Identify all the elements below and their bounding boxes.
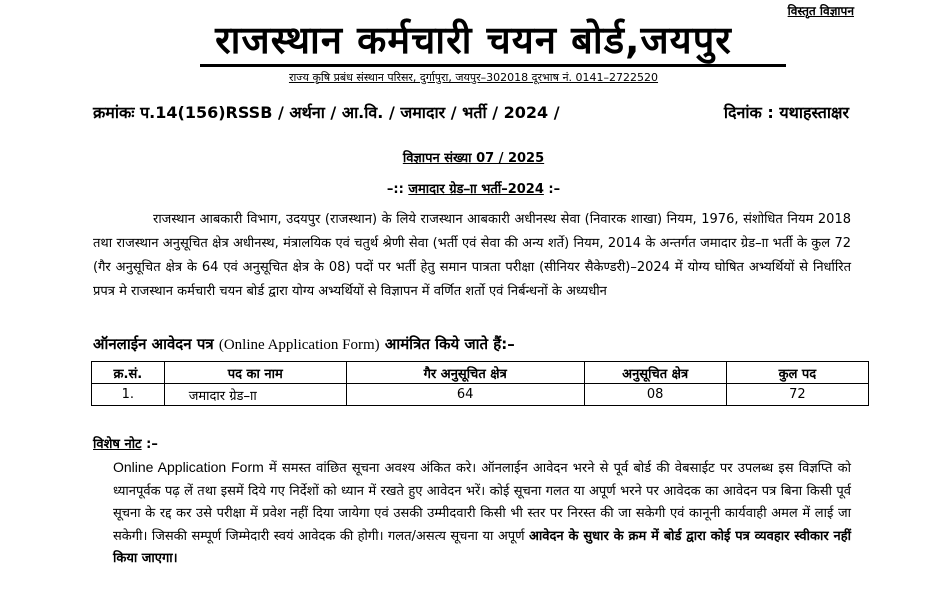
organization-title: राजस्थान कर्मचारी चयन बोर्ड,जयपुर (215, 18, 732, 62)
posts-table (91, 361, 869, 406)
cell-scheduled-area: 08 (584, 384, 726, 406)
reference-number: क्रमांकः प.14(156)RSSB / अर्थना / आ.वि. / जमादार / भर्ती / 2024 / (93, 103, 560, 122)
header-post-name: पद का नाम (164, 362, 346, 384)
advertisement-number: विज्ञापन संख्या 07 / 2025 (402, 151, 545, 166)
cell-serial: 1. (92, 384, 165, 406)
advertisement-type-label: विस्तृत विज्ञापन (787, 4, 854, 18)
advertisement-subject (0, 181, 947, 199)
cell-total-posts: 72 (726, 384, 868, 406)
cell-non-scheduled-area: 64 (346, 384, 584, 406)
organization-address (0, 71, 947, 85)
header-serial: क्र.सं. (92, 362, 165, 384)
special-note-body (113, 456, 851, 571)
special-note-heading-text: विशेष नोट (93, 437, 142, 452)
cell-post-name: जमादार ग्रेड–ाा (164, 384, 346, 406)
note-latin-lead: Online Application Form (113, 459, 264, 475)
table-header-row (92, 362, 869, 384)
reference-row (93, 103, 849, 123)
address-text: राज्य कृषि प्रबंध संस्थान परिसर, दुर्गापुरा, जयपुर–302018 दूरभाष नं. 0141–2722520 (288, 71, 659, 84)
intro-paragraph: राजस्थान आबकारी विभाग, उदयपुर (राजस्थान) के लिये राजस्थान आबकारी अधीनस्थ सेवा (निवारक शाखा) नियम, 1976, संशोधित नियम 2018 तथा राजस्थान अनुसूचित क्षेत्र अधीनस्थ, मंत्रालयिक एवं चतुर्थ श्रेणी सेवा (भर्ती एवं सेवा की अन्य शर्ते) नियम, 2014 के अन्तर्गत जमादार ग्रेड–ाा भर्ती के कुल 72 (गैर अनुसूचित क्षेत्र के 64 एवं अनुसूचित क्षेत्र के 08) पदों पर भर्ती हेतु समान पात्रता परीक्षा (सीनियर सैकेण्डरी)–2024 में योग्य घोषित अभ्यर्थियों से निर्धारित प्रपत्र मे राजस्थान कर्मचारी चयन बोर्ड द्वारा योग्य अभ्यर्थियों से विज्ञापन में वर्णित शर्तो एवं निर्बन्धनों के अध्यधीन (93, 212, 851, 299)
application-invitation (93, 334, 851, 355)
invite-part-3: आमंत्रित किये जाते हैं:– (379, 335, 515, 353)
subject-suffix: :– (543, 182, 561, 197)
header-scheduled-area: अनुसूचित क्षेत्र (584, 362, 726, 384)
note-bold-tail: आवेदन के सुधार के क्रम में बोर्ड द्वारा कोई पत्र व्यवहार स्वीकार नहीं किया जाएगा। (113, 528, 851, 566)
reference-date: दिनांक : यथाहस्ताक्षर (723, 103, 849, 122)
header-non-scheduled-area: गैर अनुसूचित क्षेत्र (346, 362, 584, 384)
title-underline-divider (200, 64, 786, 67)
special-note-heading-suffix: :– (141, 437, 158, 452)
note-body-text: में समस्त वांछित सूचना अवश्य अंकित करे। ऑनलाईन आवेदन भरने से पूर्व बोर्ड की वेबसाईट पर उपलब्ध इस विज्ञप्ति को ध्यानपूर्वक पढ़ लें तथा इसमें दिये गए निर्देशों को ध्यान में रखते हुए आवेदन भरें। कोई सूचना गलत या अपूर्ण भरने पर आवेदक का आवेदन पत्र बिना किसी पूर्व सूचना के रद्द कर उसे परीक्षा में प्रवेश नहीं दिया जायेगा एवं उसकी उम्मीदवारी किसी भी स्तर पर निरस्त की जा सकेगी एवं कानूनी कार्यवाही अमल में लाई जा सकेगी। जिसकी सम्पूर्ण जिम्मेदारी स्वयं आवेदक की होगी। गलत/असत्य सूचना या अपूर्ण (113, 461, 851, 544)
subject-text: जमादार ग्रेड–ाा भर्ती–2024 (408, 182, 544, 197)
invite-part-2: (Online Application Form) (218, 337, 380, 353)
table-row (92, 384, 869, 406)
subject-prefix: –:: (386, 182, 409, 197)
invite-part-1: ऑनलाईन आवेदन पत्र (93, 335, 219, 353)
header-total-posts: कुल पद (726, 362, 868, 384)
special-note-heading (93, 436, 158, 454)
